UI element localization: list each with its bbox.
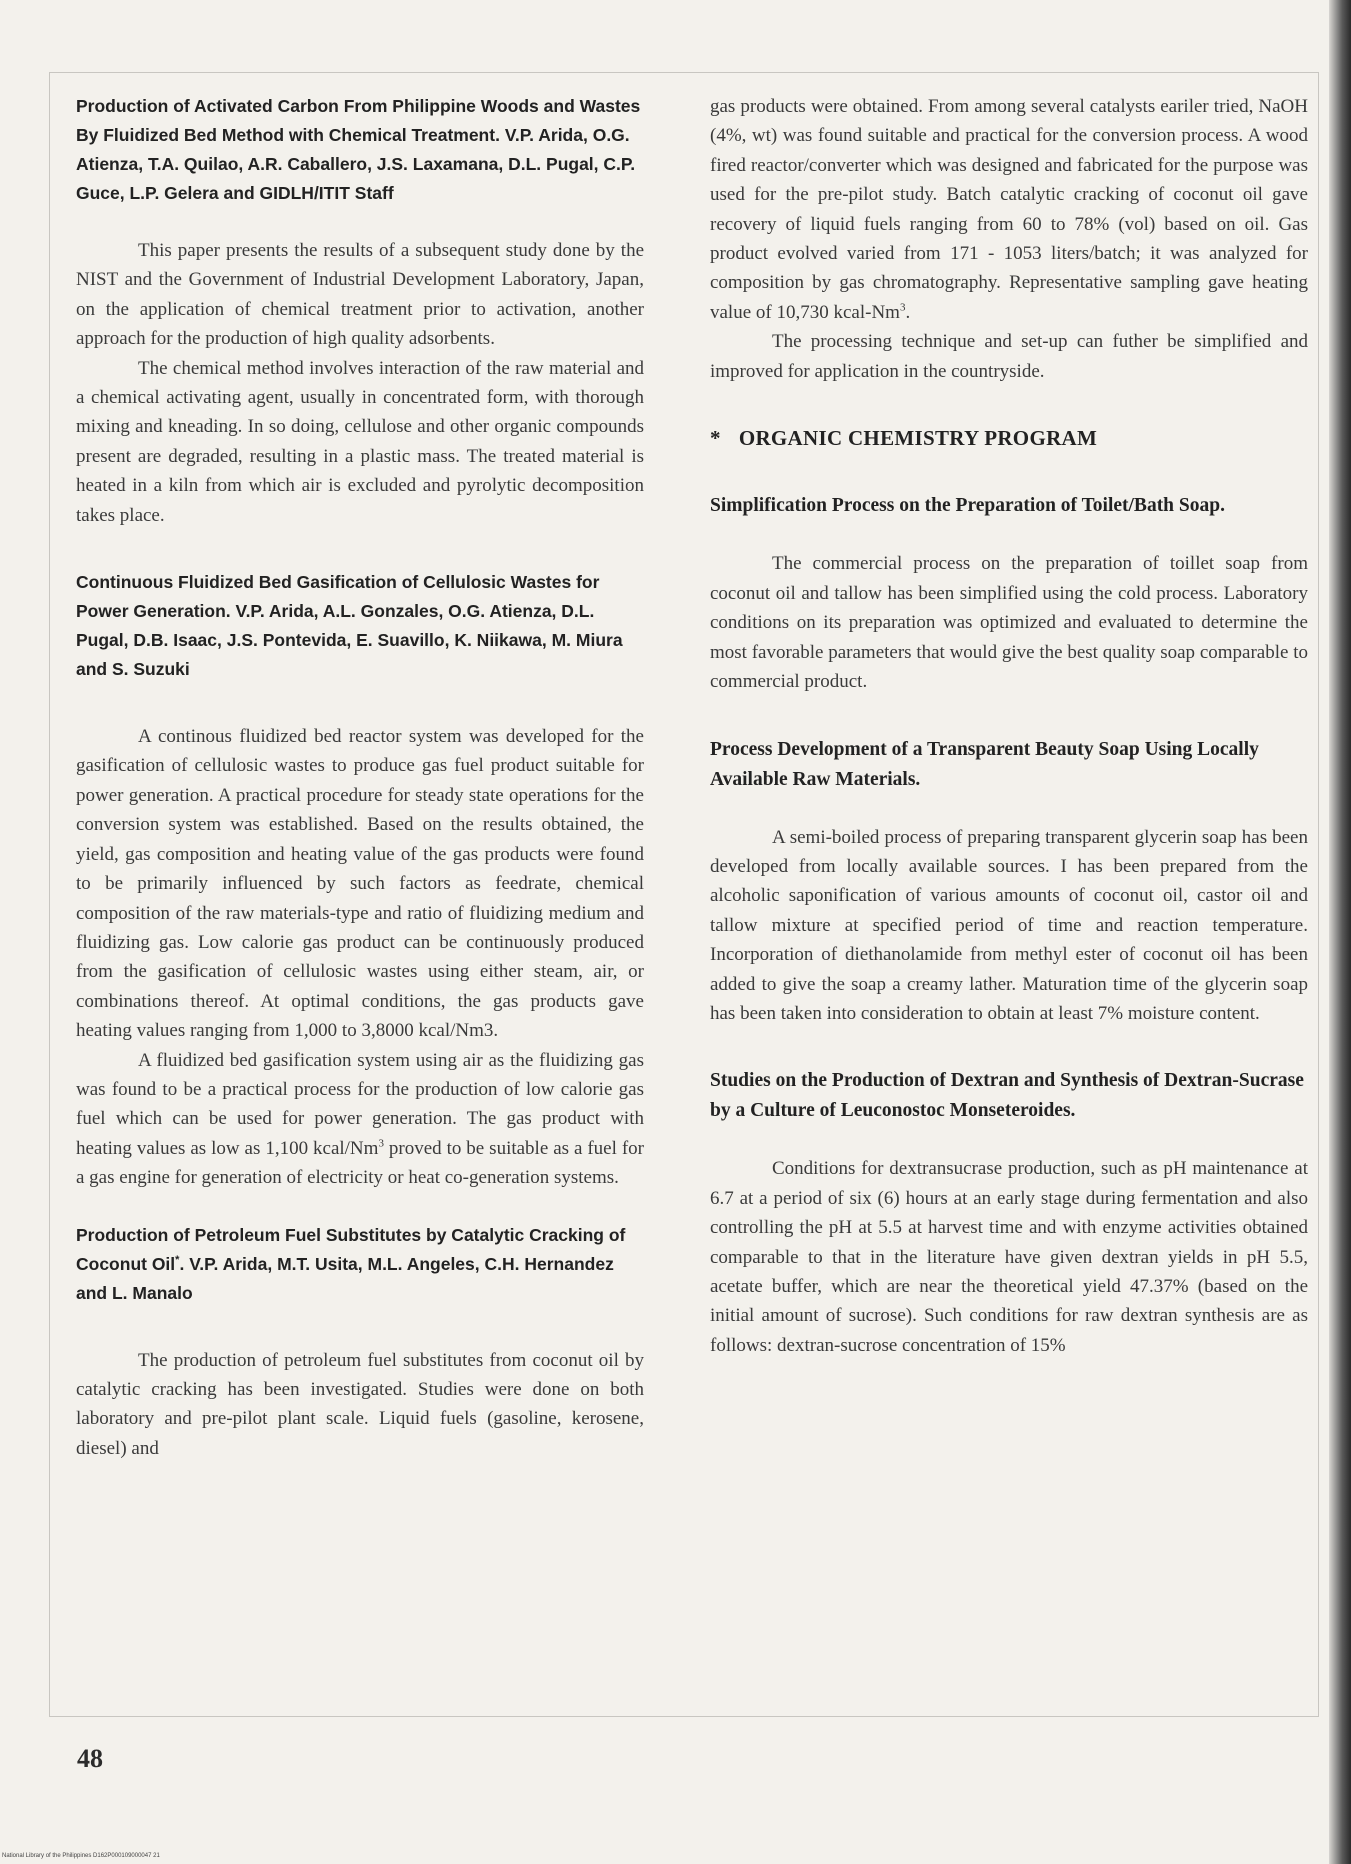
article-petroleum-fuel-substitutes bbox=[76, 1221, 644, 1464]
article-paragraph: The processing technique and set-up can futher be simplified and improved for application in the countryside. bbox=[710, 331, 1308, 382]
article-title: Process Development of a Transparent Beauty Soap Using Locally Available Raw Materials. bbox=[710, 738, 1259, 790]
article-continuation bbox=[710, 92, 1308, 327]
bullet-star: * bbox=[710, 426, 721, 451]
article-authors: V.P. Arida, A.L. Gonzales, O.G. Atienza, D.L. Pugal, D.B. Isaac, J.S. Pontevida, E. Suavillo, K. Niikawa, M. Miura and S. Suzuki bbox=[76, 601, 623, 680]
article-paragraph: Conditions for dextransucrase production, such as pH maintenance at 6.7 at a period of six (6) hours at an early stage during fermentation and also controlling the pH at 5.5 at harvest time and with enzyme activities obtained comparable to that in the literature have given dextran yields in pH 5.5, acetate buffer, which are near the theoretical yield 47.37% (based on the initial amount of sucrose). Such conditions for raw dextran synthesis are as follows: dextran-sucrose concentration of 15% bbox=[710, 1158, 1308, 1356]
article-heading bbox=[76, 1221, 644, 1308]
article-dextran bbox=[710, 1066, 1308, 1360]
title-end: . bbox=[179, 1253, 185, 1274]
page-number: 48 bbox=[77, 1744, 103, 1773]
article-fluidized-bed-gasification bbox=[76, 568, 644, 1193]
article-paragraph: The production of petroleum fuel substitutes from coconut oil by catalytic cracking has been investigated. Studies were done on both laboratory and pre-pilot plant scale. Liquid fuels (gasoline, kerosene, diesel) and bbox=[76, 1349, 644, 1459]
article-heading bbox=[76, 92, 644, 208]
superscript: 3 bbox=[378, 1137, 384, 1150]
left-column bbox=[76, 92, 644, 1463]
article-title: Studies on the Production of Dextran and Synthesis of Dextran-Sucrase by a Culture of Leuconostoc Monseteroides. bbox=[710, 1070, 1304, 1122]
article-transparent-soap bbox=[710, 735, 1308, 1029]
article-title: Continuous Fluidized Bed Gasification of Cellulosic Wastes for Power Generation. bbox=[76, 572, 600, 622]
article-paragraph: The chemical method involves interaction of the raw material and a chemical activating agent, usually in concentrated form, with thorough mixing and kneading. In so doing, cellulose and other organic compounds present are degraded, resulting in a plastic mass. The treated material is heated in a kiln from which air is excluded and pyrolytic decomposition takes place. bbox=[76, 357, 644, 526]
paragraph-text: . bbox=[905, 301, 911, 323]
article-authors: V.P. Arida, M.T. Usita, M.L. Angeles, C.H. Hernandez and L. Manalo bbox=[76, 1253, 614, 1303]
article-heading bbox=[76, 568, 644, 684]
paragraph-text: proved to be suitable as a fuel for a gas engine for generation of electricity or heat co-generation systems. bbox=[76, 1137, 644, 1189]
article-paragraph: A semi-boiled process of preparing transparent glycerin soap has been developed from locally available sources. I has been prepared from the alcoholic saponification of various amounts of coconut oil, castor oil and tallow mixture at specified period of time and reaction temperature. Incorporation of diethanolamide from methyl ester of coconut oil has been added to give the soap a creamy lather. Maturation time of the glycerin soap has been taken into consideration to obtain at least 7% moisture content. bbox=[710, 826, 1308, 1024]
program-heading bbox=[710, 424, 1308, 453]
superscript: 3 bbox=[899, 301, 906, 314]
article-paragraph: This paper presents the results of a subsequent study done by the NIST and the Government of Industrial Development Laboratory, Japan, on the application of chemical treatment prior to activation, another approach for the production of high quality adsorbents. bbox=[76, 240, 644, 350]
article-paragraph: A continous fluidized bed reactor system was developed for the gasification of cellulosic wastes to produce gas fuel product suitable for power generation. A practical procedure for steady state operations for the conversion system was established. Based on the results obtained, the yield, gas composition and heating value of the gas products were found to be primarily influenced by such factors as feedrate, chemical composition of the raw materials-type and ratio of fluidizing medium and fluidizing gas. Low calorie gas product can be continuously produced from the gasification of cellulosic wastes using either steam, air, or combinations thereof. At optimal conditions, the gas products gave heating values ranging from 1,000 to 3,8000 kcal/Nm3. bbox=[76, 726, 644, 1042]
article-paragraph: The commercial process on the preparation of toillet soap from coconut oil and tallow has been simplified using the cold process. Laboratory conditions on its preparation was optimized and evaluated to determine the most favorable parameters that would give the best quality soap comparable to commercial product. bbox=[710, 553, 1308, 693]
article-title: Simplification Process on the Preparation of Toilet/Bath Soap. bbox=[710, 495, 1225, 517]
paragraph-text: A fluidized bed gasification system using air as the fluidizing gas was found to be a practical process for the production of low calorie gas fuel which can be used for power generation. The gas product with heating values as low as 1,100 kcal/Nm bbox=[76, 1049, 644, 1159]
program-title: ORGANIC CHEMISTRY PROGRAM bbox=[738, 426, 1098, 451]
right-column bbox=[710, 92, 1308, 1360]
article-activated-carbon bbox=[76, 92, 644, 530]
article-authors: V.P. Arida, O.G. Atienza, T.A. Quilao, A.R. Caballero, J.S. Laxamana, D.L. Pugal, C.P. Guce, L.P. Gelera and GIDLH/ITIT Staff bbox=[76, 125, 636, 203]
scan-footer: National Library of the Philippines D162P000109000047 21 bbox=[2, 1853, 160, 1859]
paragraph-text: gas products were obtained. From among several catalysts eariler tried, NaOH (4%, wt) was found suitable and practical for the conversion process. A wood fired reactor/converter which was designed and fabricated for the purpose was used for the pre-pilot study. Batch catalytic cracking of coconut oil gave recovery of liquid fuels ranging from 60 to 78% (vol) based on oil. Gas product evolved varied from 171 - 1053 liters/batch; it was analyzed for composition by gas chromatography. Representative sampling gave heating value of 10,730 kcal-Nm bbox=[710, 96, 1308, 323]
article-toilet-soap bbox=[710, 491, 1308, 696]
book-binding-edge bbox=[1329, 0, 1351, 1864]
article-title: Production of Petroleum Fuel Substitutes by Catalytic Cracking of Coconut Oil bbox=[76, 1224, 626, 1274]
article-title: Production of Activated Carbon From Philippine Woods and Wastes By Fluidized Bed Method with Chemical Treatment. bbox=[76, 96, 641, 145]
article-paragraph bbox=[76, 1046, 644, 1193]
footnote-marker: * bbox=[175, 1253, 180, 1266]
